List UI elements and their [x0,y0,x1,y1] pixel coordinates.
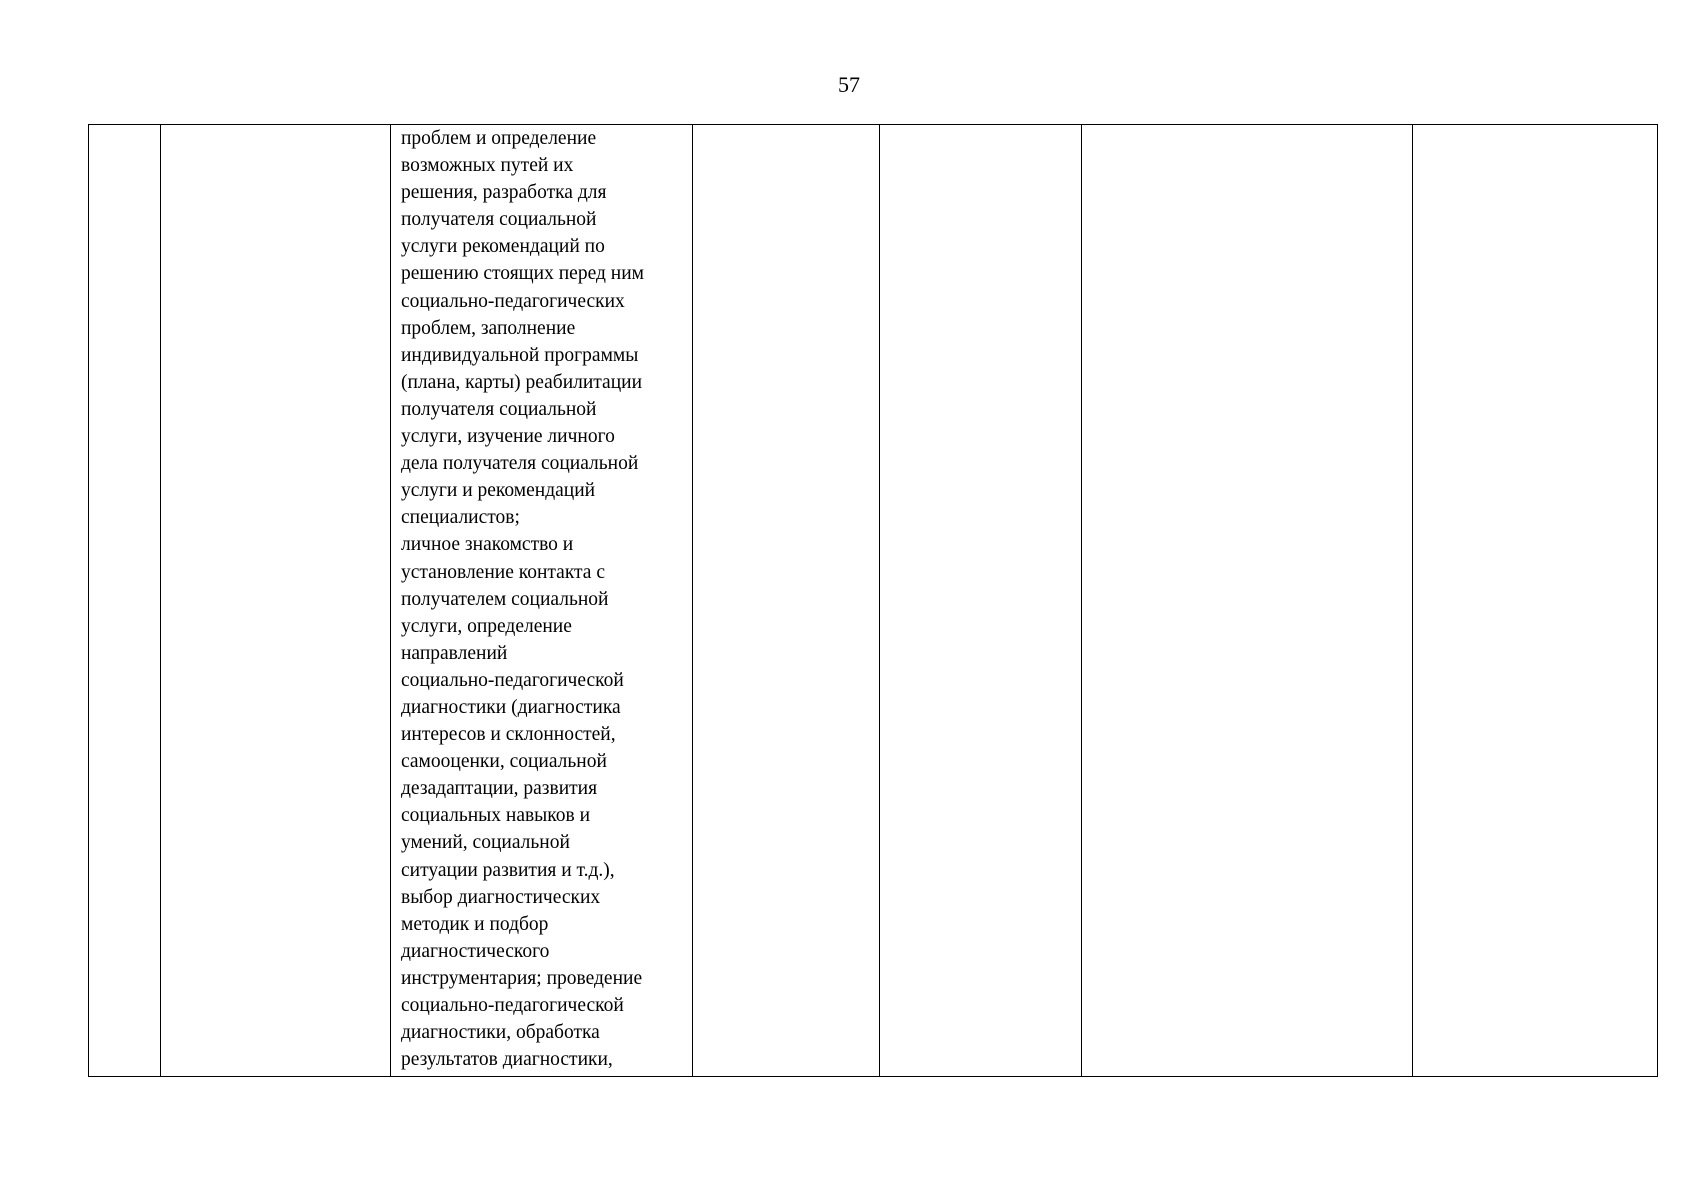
table-row [89,125,1658,1077]
cell-number [89,125,161,1077]
cell-col-4 [693,125,880,1077]
cell-col-5 [880,125,1082,1077]
service-description-text: проблем и определение возможных путей их решения, разработка для получателя социальной услуги рекомендаций по решению стоящих перед ним социально-педагогических проблем, заполнение индивидуальной программы (плана, карты) реабилитации получателя социальной услуги, изучение личного дела получателя социальной услуги и рекомендаций специалистов; личное знакомство и установление контакта с получателем социальной услуги, определение направлений социально-педагогической диагностики (диагностика интересов и склонностей, самооценки, социальной дезадаптации, развития социальных навыков и умений, социальной ситуации развития и т.д.), выбор диагностических методик и подбор диагностического инструментария; проведение социально-педагогической диагностики, обработка результатов диагностики, [401,128,644,1071]
services-table [88,124,1658,1077]
page-number: 57 [838,72,860,97]
cell-service-name [161,125,391,1077]
cell-col-7 [1413,125,1658,1077]
cell-service-description [391,125,693,1077]
cell-col-6 [1082,125,1413,1077]
